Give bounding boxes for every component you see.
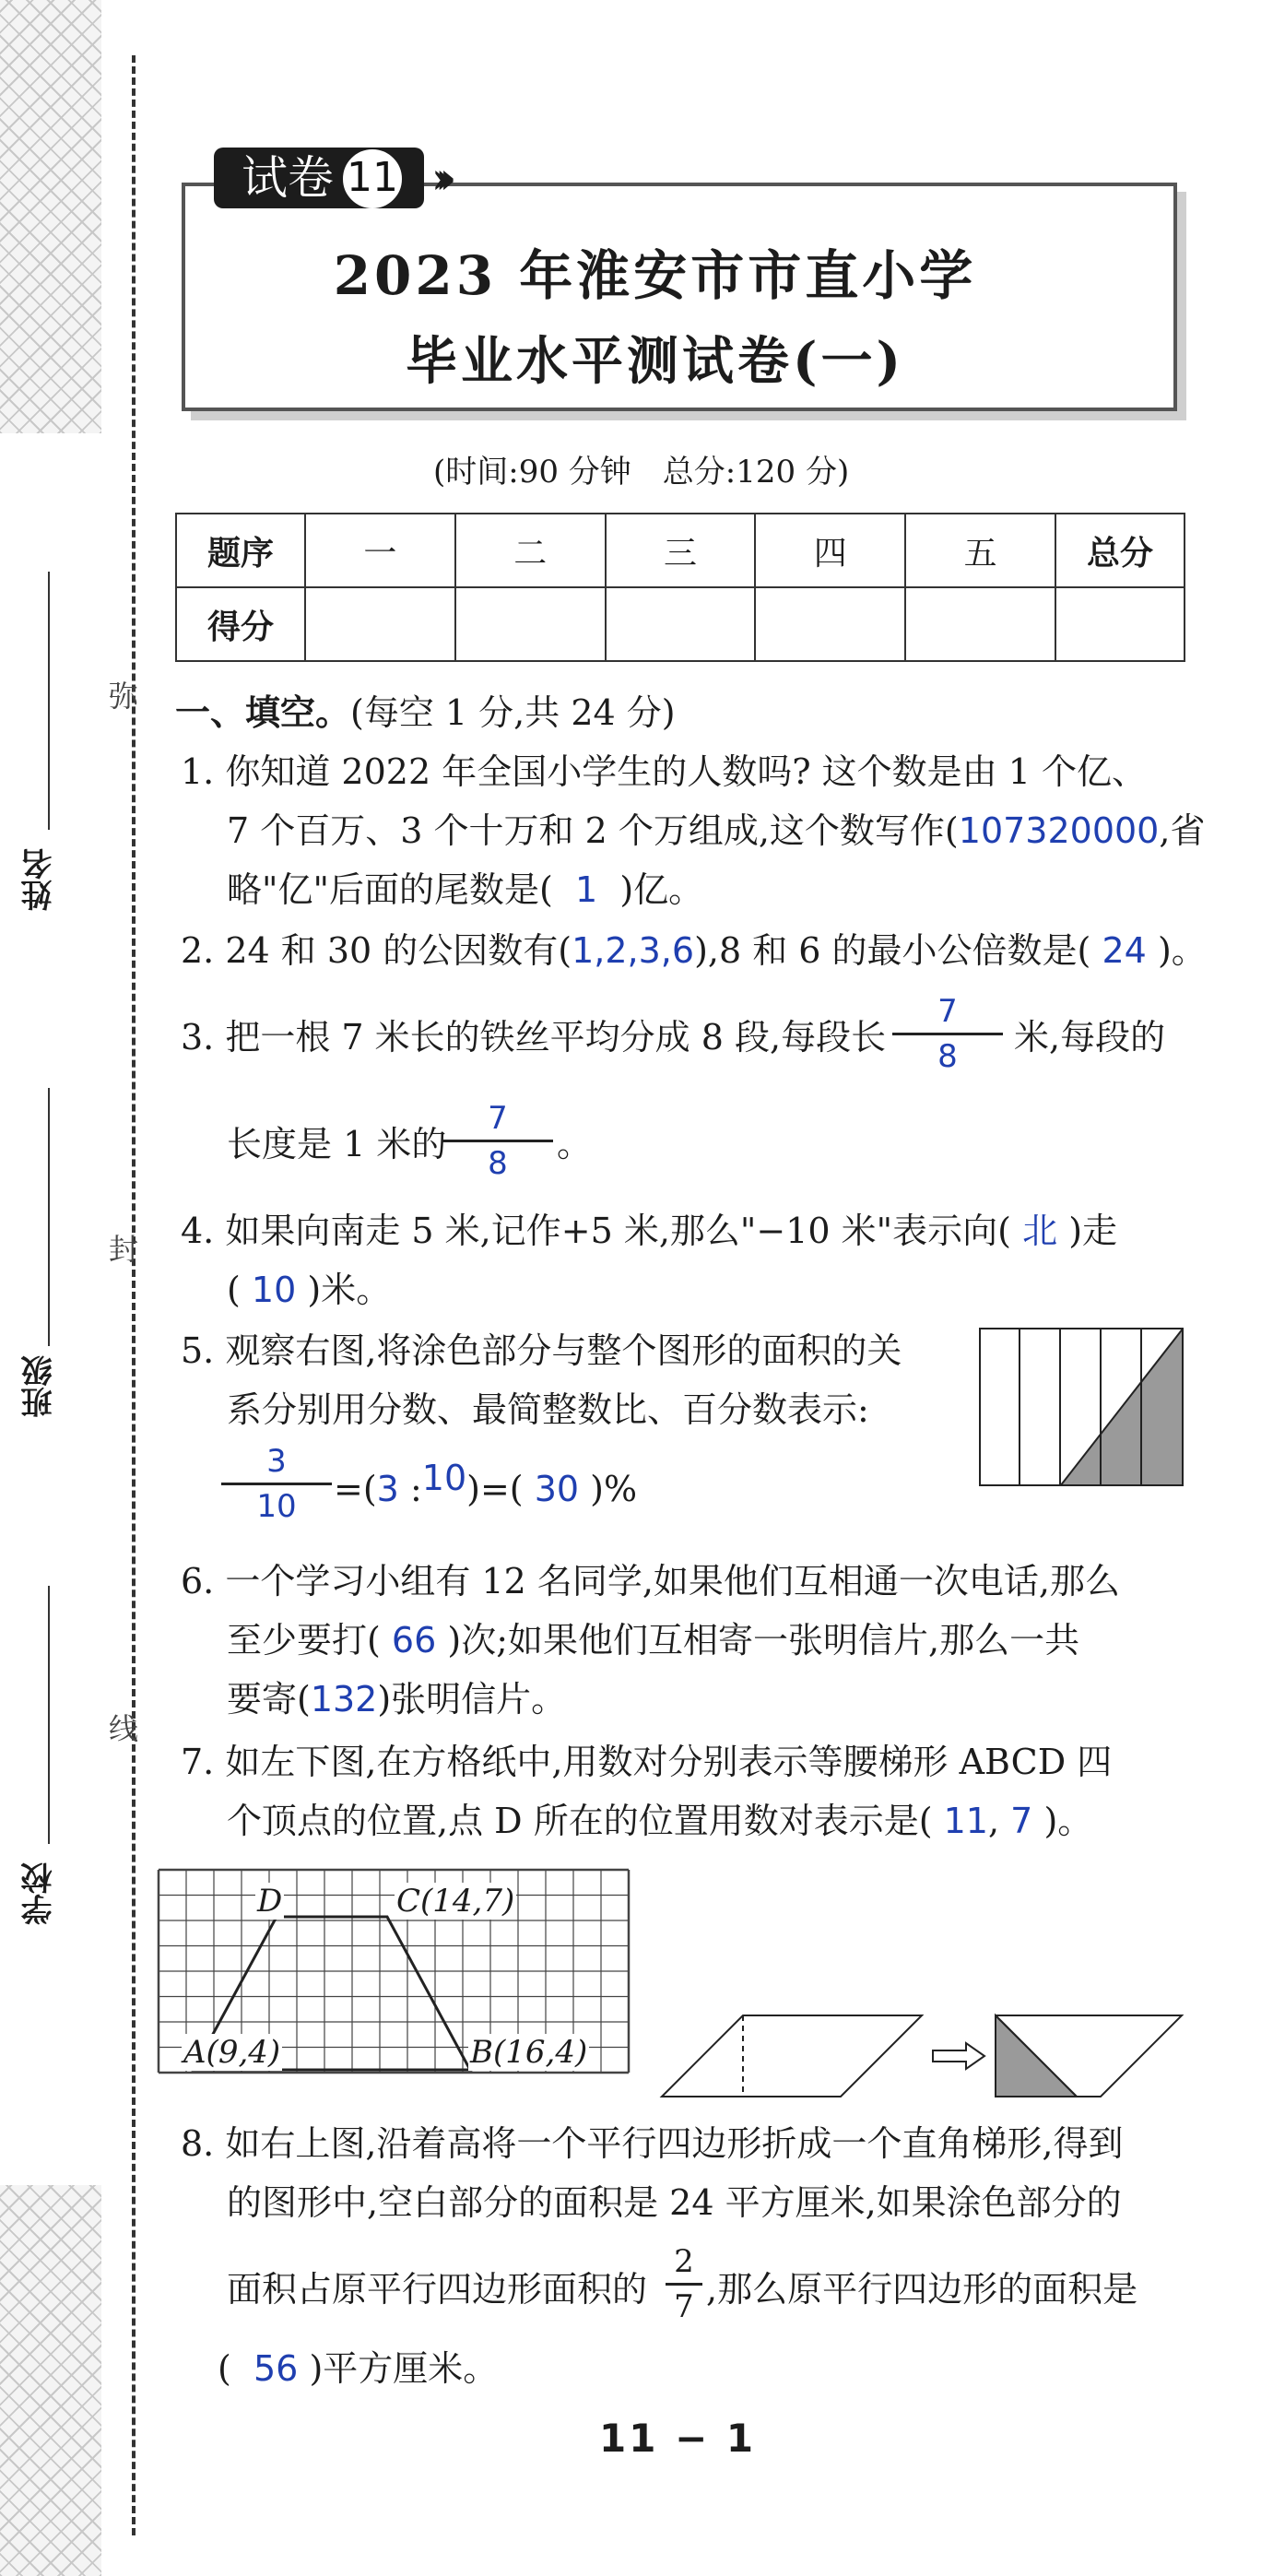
table-cell: 二 [455, 514, 606, 587]
text: 个顶点的位置,点 D 所在的位置用数对表示是( [227, 1801, 933, 1841]
answer: 10 [421, 1458, 467, 1498]
score-table-row [176, 587, 1185, 661]
text: )次;如果他们互相寄一张明信片,那么一共 [447, 1620, 1080, 1660]
q7-line2 [227, 1798, 1092, 1844]
score-cell[interactable] [455, 587, 606, 661]
class-field[interactable] [48, 1088, 50, 1346]
text: 2. 24 和 30 的公因数有( [181, 930, 572, 971]
text: 4. 如果向南走 5 米,记作+5 米,那么"−10 米"表示向( [181, 1211, 1011, 1251]
text: 略"亿"后面的尾数是( [227, 869, 553, 910]
exam-meta: (时间:90 分钟 总分:120 分) [433, 454, 850, 490]
q4-line1 [181, 1208, 1117, 1254]
table-cell: 一 [305, 514, 455, 587]
fraction-denominator: 8 [937, 1038, 958, 1075]
q5-line2: 系分别用分数、最简整数比、百分数表示: [227, 1389, 869, 1430]
answer: 11 [943, 1801, 988, 1841]
answer: 北 [1022, 1211, 1058, 1251]
answer: 30 [534, 1469, 580, 1509]
answer: 1,2,3,6 [572, 930, 695, 971]
text: 至少要打( [227, 1620, 381, 1660]
fraction-denominator: 7 [674, 2288, 694, 2325]
text: )张明信片。 [377, 1679, 567, 1719]
name-field[interactable] [48, 572, 50, 830]
answer: 7 [1010, 1801, 1033, 1841]
point-b-label: B(16,4) [470, 2034, 588, 2071]
fraction-numerator: 7 [937, 993, 958, 1030]
q8-line3-pre: 面积占原平行四边形面积的 [227, 2269, 648, 2310]
score-table [175, 513, 1185, 662]
answer: 107320000 [958, 810, 1160, 851]
arrow-right-icon [933, 2043, 984, 2069]
answer: 56 [253, 2348, 299, 2389]
q8-parallelogram-fold-figure [654, 2010, 1189, 2102]
table-cell: 五 [905, 514, 1055, 587]
cut-line [132, 55, 136, 2535]
text: )平方厘米。 [309, 2348, 499, 2389]
answer: 10 [251, 1270, 297, 1310]
paper-tag-label: 试卷 [242, 151, 334, 205]
q5-fraction [221, 1440, 332, 1528]
text: 7 个百万、3 个十万和 2 个万组成,这个数写作( [227, 810, 959, 851]
score-table-header-row [176, 514, 1185, 587]
text: ( [218, 2348, 231, 2389]
answer: 24 [1102, 930, 1147, 971]
table-cell: 题序 [176, 514, 305, 587]
point-d-label: D [257, 1883, 283, 1920]
q4-line2 [227, 1267, 391, 1313]
text: ( [227, 1270, 241, 1310]
q3-line1-pre: 3. 把一根 7 米长的铁丝平均分成 8 段,每段长 [181, 1017, 887, 1058]
fraction-numerator: 7 [488, 1100, 508, 1137]
q3-line1-post: 米,每段的 [1014, 1017, 1166, 1058]
title-line1: 2023 年淮安市市直小学 [333, 244, 977, 307]
text: , [987, 1801, 1000, 1841]
binding-pattern-bottom [0, 2185, 101, 2576]
parallelogram [662, 2015, 922, 2097]
q8-line1: 8. 如右上图,沿着高将一个平行四边形折成一个直角梯形,得到 [181, 2123, 1124, 2164]
q8-line3-post: ,那么原平行四边形的面积是 [706, 2269, 1138, 2310]
table-cell: 总分 [1055, 514, 1185, 587]
answer: 66 [391, 1620, 437, 1660]
cut-char-feng: 封 [109, 1232, 139, 1267]
point-a-label: A(9,4) [183, 2034, 281, 2071]
text: : [409, 1469, 422, 1509]
q2-line [181, 928, 1207, 974]
text: )走 [1068, 1211, 1118, 1251]
table-cell: 得分 [176, 587, 305, 661]
paper-number: 11 [343, 149, 402, 208]
text: )。 [1043, 1801, 1093, 1841]
fraction-numerator: 2 [674, 2243, 694, 2280]
q3-fraction-1 [892, 990, 1003, 1078]
paper-tag [214, 148, 424, 208]
fraction-denominator: 8 [488, 1145, 508, 1182]
q1-line2 [227, 808, 1205, 854]
text: ),8 和 6 的最小公倍数是( [694, 930, 1091, 971]
fraction-numerator: 3 [266, 1443, 287, 1480]
cut-char-mi: 弥 [109, 679, 139, 714]
title-line2: 毕业水平测试卷(一) [406, 331, 904, 392]
q3-fraction-2 [442, 1097, 553, 1185]
section-title: 一、填空。 [175, 692, 351, 733]
answer: 132 [310, 1679, 378, 1719]
q1-line1: 1. 你知道 2022 年全国小学生的人数吗? 这个数是由 1 个亿、 [181, 751, 1147, 792]
q8-line4 [218, 2346, 498, 2392]
section-heading [175, 684, 676, 735]
school-label: 学校 [21, 1862, 58, 1925]
score-cell[interactable] [755, 587, 905, 661]
score-cell[interactable] [905, 587, 1055, 661]
text: )。 [1157, 930, 1207, 971]
text: )米。 [307, 1270, 392, 1310]
school-field[interactable] [48, 1586, 50, 1844]
cut-char-xian: 线 [109, 1711, 139, 1746]
q5-line1: 5. 观察右图,将涂色部分与整个图形的面积的关 [181, 1330, 902, 1371]
answer: 1 [574, 869, 598, 910]
name-label: 姓名 [21, 848, 58, 911]
text: ,省 [1159, 810, 1206, 851]
text: )=( [466, 1469, 524, 1509]
q3-line2-pre: 长度是 1 米的 [227, 1124, 447, 1164]
q8-fraction [666, 2240, 702, 2328]
page-number: 11 − 1 [599, 2416, 757, 2461]
class-label: 班级 [21, 1355, 58, 1418]
q8-line2: 的图形中,空白部分的面积是 24 平方厘米,如果涂色部分的 [227, 2182, 1122, 2223]
q6-line2 [227, 1617, 1079, 1663]
q7-line1: 7. 如左下图,在方格纸中,用数对分别表示等腰梯形 ABCD 四 [181, 1742, 1113, 1782]
score-cell[interactable] [1055, 587, 1185, 661]
answer: 3 [376, 1469, 399, 1509]
q5-line3 [334, 1458, 638, 1512]
q1-line3 [227, 867, 703, 913]
table-cell: 三 [606, 514, 756, 587]
q5-shaded-rectangle-figure [979, 1328, 1184, 1486]
point-c-label: C(14,7) [396, 1883, 515, 1920]
table-cell: 四 [755, 514, 905, 587]
chevron-right-icon: ››› [431, 153, 444, 203]
q6-line3 [227, 1676, 566, 1722]
section-note: (每空 1 分,共 24 分) [350, 692, 676, 733]
score-cell[interactable] [305, 587, 455, 661]
text: 要寄( [227, 1679, 311, 1719]
score-cell[interactable] [606, 587, 756, 661]
q6-line1: 6. 一个学习小组有 12 名同学,如果他们互相通一次电话,那么 [181, 1561, 1121, 1601]
fraction-denominator: 10 [256, 1488, 297, 1525]
text: )亿。 [619, 869, 704, 910]
text: )% [590, 1469, 638, 1509]
text: =( [334, 1469, 377, 1509]
q3-line2-post: 。 [557, 1124, 593, 1164]
